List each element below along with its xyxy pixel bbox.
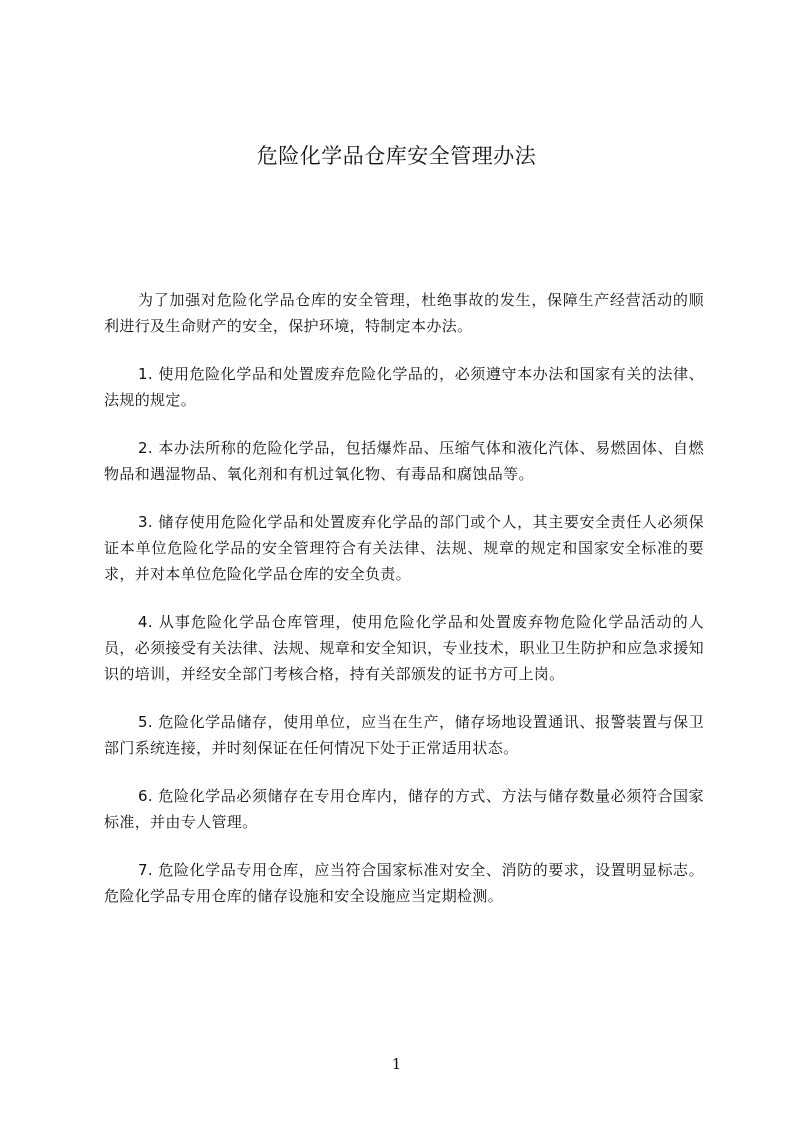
article-2-paragraph: 2. 本办法所称的危险化学品，包括爆炸品、压缩气体和液化汽体、易燃固体、自燃物品和遇湿物品、氧化剂和有机过氧化物、有毒品和腐蚀品等。: [104, 439, 704, 483]
article-3-paragraph: 3. 储存使用危险化学品和处置废弃化学品的部门或个人，其主要安全责任人必须保证本单位危险化学品的安全管理符合有关法律、法规、规章的规定和国家安全标准的要求，并对本单位危险化学品仓库的安全负责。: [104, 513, 704, 583]
page-number: 1: [391, 1055, 402, 1073]
article-5-paragraph: 5. 危险化学品储存，使用单位，应当在生产，储存场地设置通讯、报警装置与保卫部门系统连接，并时刻保证在任何情况下处于正常适用状态。: [104, 713, 704, 757]
article-6-paragraph: 6. 危险化学品必须储存在专用仓库内，储存的方式、方法与储存数量必须符合国家标准，并由专人管理。: [104, 787, 704, 831]
article-7-paragraph: 7. 危险化学品专用仓库，应当符合国家标准对安全、消防的要求，设置明显标志。危险化学品专用仓库的储存设施和安全设施应当定期检测。: [104, 861, 704, 905]
intro-paragraph: 为了加强对危险化学品仓库的安全管理，杜绝事故的发生，保障生产经营活动的顺利进行及生命财产的安全，保护环境，特制定本办法。: [104, 291, 704, 335]
document-body: [104, 287, 704, 931]
document-title: 危险化学品仓库安全管理办法: [256, 144, 537, 168]
article-4-paragraph: 4. 从事危险化学品仓库管理，使用危险化学品和处置废弃物危险化学品活动的人员，必须接受有关法律、法规、规章和安全知识，专业技术，职业卫生防护和应急求援知识的培训，并经安全部门考核合格，持有关部颁发的证书方可上岗。: [104, 613, 704, 683]
article-1-paragraph: 1. 使用危险化学品和处置废弃危险化学品的，必须遵守本办法和国家有关的法律、法规的规定。: [104, 365, 704, 409]
